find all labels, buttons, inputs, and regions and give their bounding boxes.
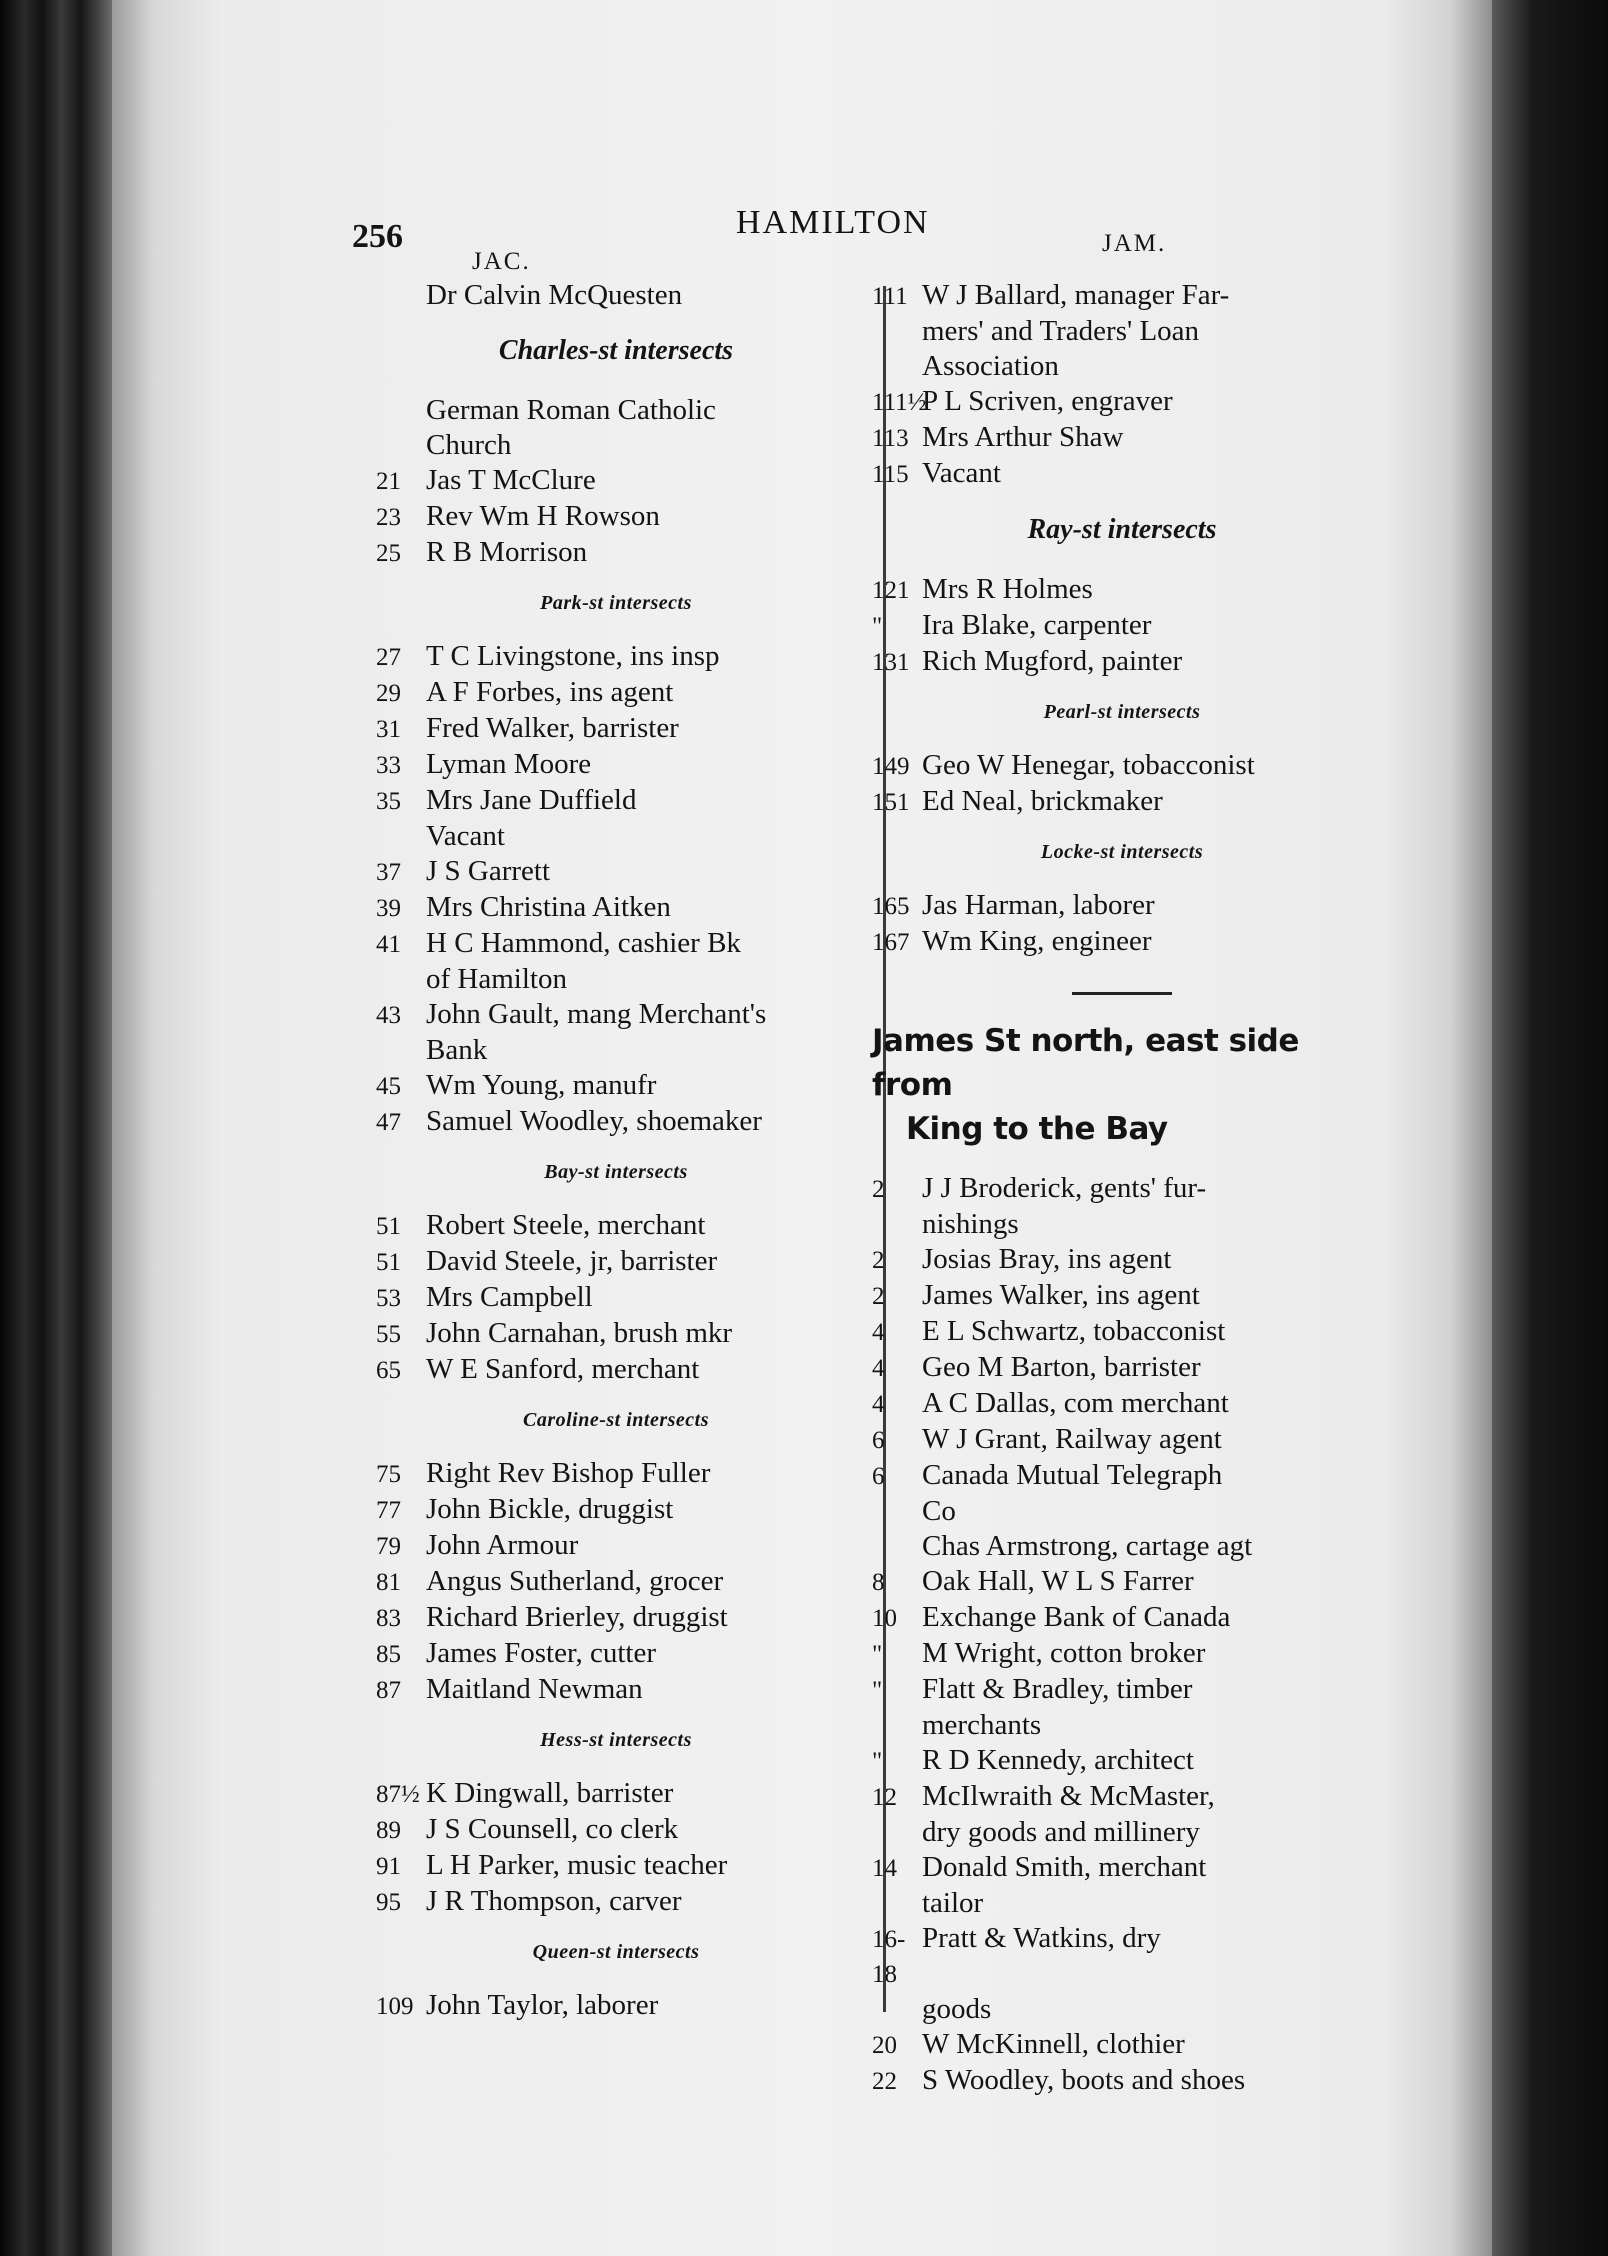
entry-name: Richard Brierley, druggist — [426, 1601, 728, 1633]
house-number: 47 — [376, 1109, 401, 1136]
directory-entry — [376, 1492, 856, 1528]
book-spine-shadow — [0, 0, 112, 2256]
house-number: 83 — [376, 1605, 401, 1632]
entry-name: Canada Mutual Telegraph — [922, 1459, 1223, 1491]
ditto-mark: " — [872, 613, 883, 640]
entry-name: Mrs Campbell — [426, 1281, 593, 1313]
directory-entry — [872, 1600, 1372, 1636]
house-number: 55 — [376, 1321, 401, 1348]
entry-name: McIlwraith & McMaster, — [922, 1780, 1215, 1812]
house-number: 29 — [376, 680, 401, 707]
directory-entry — [872, 1242, 1372, 1278]
house-number: 6 — [872, 1427, 885, 1454]
directory-entry — [872, 1529, 1372, 1564]
directory-entry — [872, 1386, 1372, 1422]
house-number: 37 — [376, 859, 401, 886]
directory-entry — [376, 997, 856, 1068]
house-number: 95 — [376, 1889, 401, 1916]
entry-name: James Foster, cutter — [426, 1637, 656, 1669]
entry-name: Oak Hall, W L S Farrer — [922, 1565, 1194, 1597]
entry-name: Jas Harman, laborer — [922, 889, 1155, 921]
cross-street-heading: Locke-st intersects — [1040, 841, 1204, 863]
house-number: 14 — [872, 1855, 897, 1882]
street-heading-line: James St north, east side from — [872, 1023, 1299, 1103]
directory-entry — [376, 1776, 856, 1812]
house-number: 87 — [376, 1677, 401, 1704]
house-number: 22 — [872, 2068, 897, 2095]
cross-street-heading: Charles-st intersects — [498, 335, 734, 366]
entry-continuation: Church — [426, 429, 512, 461]
entry-continuation: tailor — [922, 1887, 984, 1919]
cross-street-heading: Caroline-st intersects — [522, 1409, 709, 1431]
house-number: 111½ — [872, 389, 927, 416]
directory-entry — [376, 819, 856, 854]
entry-name: J R Thompson, carver — [426, 1885, 682, 1917]
entry-name: Vacant — [922, 457, 1001, 489]
entry-continuation: Co — [922, 1495, 956, 1527]
entry-name: Wm Young, manufr — [426, 1069, 657, 1101]
entry-name: Josias Bray, ins agent — [922, 1243, 1172, 1275]
house-number: 113 — [872, 425, 909, 452]
directory-entry — [376, 499, 856, 535]
house-number: 45 — [376, 1073, 401, 1100]
house-number: 53 — [376, 1285, 401, 1312]
entry-continuation: Bank — [426, 1034, 488, 1066]
entry-name: K Dingwall, barrister — [426, 1777, 674, 1809]
entry-name: Wm King, engineer — [922, 925, 1152, 957]
directory-entry — [872, 420, 1372, 456]
house-number: 121 — [872, 577, 910, 604]
entry-name: David Steele, jr, barrister — [426, 1245, 718, 1277]
entry-name: Ed Neal, brickmaker — [922, 785, 1163, 817]
entry-continuation: mers' and Traders' Loan — [922, 315, 1200, 347]
directory-entry — [376, 1280, 856, 1316]
house-number: 65 — [376, 1357, 401, 1384]
page-number: 256 — [352, 218, 403, 255]
house-number: 91 — [376, 1853, 401, 1880]
house-number: 10 — [872, 1605, 897, 1632]
left-guide-word: JAC. — [472, 248, 531, 275]
entry-name: A F Forbes, ins agent — [426, 676, 674, 708]
directory-entry — [872, 748, 1372, 784]
entry-name: M Wright, cotton broker — [922, 1637, 1206, 1669]
cross-street-heading: Pearl-st intersects — [1043, 701, 1201, 723]
entry-name: Ira Blake, carpenter — [922, 609, 1152, 641]
ditto-mark: " — [872, 1748, 883, 1775]
house-number: 27 — [376, 644, 401, 671]
entry-name: H C Hammond, cashier Bk — [426, 927, 741, 959]
right-guide-word: JAM. — [1102, 230, 1167, 257]
house-number: 149 — [872, 753, 910, 780]
directory-entry — [872, 278, 1372, 384]
directory-entry — [376, 1848, 856, 1884]
directory-entry — [376, 675, 856, 711]
directory-entry — [376, 1244, 856, 1280]
entry-name: S Woodley, boots and shoes — [922, 2064, 1246, 2096]
entry-name: Geo W Henegar, tobacconist — [922, 749, 1255, 781]
entry-name: John Carnahan, brush mkr — [426, 1317, 733, 1349]
entry-name: Geo M Barton, barrister — [922, 1351, 1201, 1383]
entry-name: Mrs R Holmes — [922, 573, 1093, 605]
entry-name: Mrs Jane Duffield — [426, 784, 637, 816]
section-divider — [1072, 992, 1172, 995]
entry-name: Angus Sutherland, grocer — [426, 1565, 724, 1597]
directory-entry — [872, 1171, 1372, 1242]
entry-name: John Gault, mang Merchant's — [426, 998, 767, 1030]
house-number: 12 — [872, 1784, 897, 1811]
entry-name: Chas Armstrong, cartage agt — [922, 1530, 1253, 1562]
left-column — [376, 278, 856, 2024]
house-number: 4 — [872, 1319, 885, 1346]
directory-entry — [376, 890, 856, 926]
directory-entry — [872, 1314, 1372, 1350]
entry-name: Rich Mugford, painter — [922, 645, 1183, 677]
entry-name: Donald Smith, merchant — [922, 1851, 1207, 1883]
directory-entry — [872, 1672, 1372, 1743]
directory-entry — [872, 384, 1372, 420]
directory-entry — [872, 924, 1372, 960]
directory-entry — [872, 2027, 1372, 2063]
house-number: 2 — [872, 1176, 885, 1203]
entry-name: Lyman Moore — [426, 748, 592, 780]
directory-entry — [376, 278, 856, 313]
entry-name: W McKinnell, clothier — [922, 2028, 1185, 2060]
entry-name: Mrs Arthur Shaw — [922, 421, 1124, 453]
cross-street-heading: Bay-st intersects — [544, 1161, 688, 1183]
directory-entry — [376, 711, 856, 747]
directory-entry — [376, 1600, 856, 1636]
directory-entry — [376, 1208, 856, 1244]
entry-name: Mrs Christina Aitken — [426, 891, 671, 923]
entry-continuation: dry goods and millinery — [922, 1816, 1200, 1848]
right-column — [872, 278, 1372, 2099]
directory-entry — [872, 784, 1372, 820]
directory-entry — [872, 644, 1372, 680]
directory-entry — [872, 572, 1372, 608]
entry-name: John Armour — [426, 1529, 579, 1561]
house-number: 31 — [376, 716, 401, 743]
directory-entry — [376, 639, 856, 675]
entry-name: Rev Wm H Rowson — [426, 500, 660, 532]
directory-entry — [376, 1636, 856, 1672]
directory-entry — [872, 1278, 1372, 1314]
house-number: 25 — [376, 540, 401, 567]
directory-entry — [872, 1564, 1372, 1600]
cross-street-heading: Hess-st intersects — [540, 1729, 692, 1751]
directory-entry — [376, 926, 856, 997]
house-number: 151 — [872, 789, 910, 816]
cross-street-heading: Park-st intersects — [540, 592, 692, 614]
entry-name: R B Morrison — [426, 536, 588, 568]
house-number: 21 — [376, 468, 401, 495]
house-number: 87½ — [376, 1781, 420, 1808]
house-number: 43 — [376, 1002, 401, 1029]
cross-street-heading: Queen-st intersects — [532, 1941, 700, 1963]
entry-name: Maitland Newman — [426, 1673, 643, 1705]
entry-name: Right Rev Bishop Fuller — [426, 1457, 711, 1489]
street-section-heading — [872, 1019, 1372, 1151]
house-number: 115 — [872, 461, 909, 488]
directory-entry — [376, 1884, 856, 1920]
house-number: 51 — [376, 1249, 401, 1276]
street-heading-line: King to the Bay — [906, 1111, 1168, 1147]
house-number: 20 — [872, 2032, 897, 2059]
house-number: 81 — [376, 1569, 401, 1596]
entry-name: A C Dallas, com merchant — [922, 1387, 1229, 1419]
next-page-edge — [1492, 0, 1608, 2256]
entry-name: Dr Calvin McQuesten — [426, 279, 683, 311]
directory-entry — [376, 463, 856, 499]
directory-entry — [872, 1921, 1372, 2027]
directory-entry — [376, 1352, 856, 1388]
entry-name: J S Garrett — [426, 855, 551, 887]
directory-entry — [872, 608, 1372, 644]
house-number: 111 — [872, 283, 908, 310]
house-number: 131 — [872, 649, 910, 676]
entry-name: German Roman Catholic — [426, 394, 716, 426]
entry-name: W E Sanford, merchant — [426, 1353, 700, 1385]
directory-entry — [872, 1850, 1372, 1921]
directory-entry — [376, 1316, 856, 1352]
house-number: 4 — [872, 1391, 885, 1418]
entry-name: J J Broderick, gents' fur- — [922, 1172, 1207, 1204]
entry-name: Exchange Bank of Canada — [922, 1601, 1231, 1633]
entry-name: Fred Walker, barrister — [426, 712, 679, 744]
directory-entry — [376, 747, 856, 783]
directory-entry — [872, 888, 1372, 924]
directory-entry — [376, 393, 856, 463]
house-number: 2 — [872, 1283, 885, 1310]
entry-continuation: Association — [922, 350, 1059, 382]
directory-entry — [376, 1564, 856, 1600]
house-number: 33 — [376, 752, 401, 779]
entry-name: W J Ballard, manager Far- — [922, 279, 1230, 311]
entry-name: T C Livingstone, ins insp — [426, 640, 720, 672]
entry-name: Vacant — [426, 820, 505, 852]
entry-name: James Walker, ins agent — [922, 1279, 1200, 1311]
entry-name: W J Grant, Railway agent — [922, 1423, 1222, 1455]
entry-continuation: nishings — [922, 1208, 1019, 1240]
entry-name: P L Scriven, engraver — [922, 385, 1173, 417]
page-title: HAMILTON — [736, 204, 930, 241]
house-number: 41 — [376, 931, 401, 958]
entry-name: L H Parker, music teacher — [426, 1849, 728, 1881]
directory-entry — [872, 1350, 1372, 1386]
ditto-mark: " — [872, 1677, 883, 1704]
entry-name: John Bickle, druggist — [426, 1493, 674, 1525]
house-number: 75 — [376, 1461, 401, 1488]
entry-name: J S Counsell, co clerk — [426, 1813, 679, 1845]
house-number: 39 — [376, 895, 401, 922]
entry-name: R D Kennedy, architect — [922, 1744, 1194, 1776]
directory-entry — [872, 1743, 1372, 1779]
house-number: 77 — [376, 1497, 401, 1524]
directory-entry — [376, 1672, 856, 1708]
entry-continuation: of Hamilton — [426, 963, 567, 995]
house-number: 167 — [872, 929, 910, 956]
directory-entry — [376, 1068, 856, 1104]
house-number: 4 — [872, 1355, 885, 1382]
entry-name: Jas T McClure — [426, 464, 596, 496]
directory-entry — [376, 535, 856, 571]
house-number: 79 — [376, 1533, 401, 1560]
entry-name: Pratt & Watkins, dry — [922, 1922, 1161, 1954]
house-number: 109 — [376, 1993, 414, 2020]
directory-entry — [376, 854, 856, 890]
entry-name: Robert Steele, merchant — [426, 1209, 706, 1241]
directory-entry — [872, 1779, 1372, 1850]
house-number: 85 — [376, 1641, 401, 1668]
house-number: 6 — [872, 1463, 885, 1490]
entry-name: E L Schwartz, tobacconist — [922, 1315, 1226, 1347]
entry-name: Samuel Woodley, shoemaker — [426, 1105, 762, 1137]
entry-name: John Taylor, laborer — [426, 1989, 659, 2021]
directory-entry — [376, 1528, 856, 1564]
house-number: 89 — [376, 1817, 401, 1844]
house-number: 35 — [376, 788, 401, 815]
house-number: 23 — [376, 504, 401, 531]
entry-continuation: merchants — [922, 1709, 1042, 1741]
house-number: 51 — [376, 1213, 401, 1240]
cross-street-heading: Ray-st intersects — [1027, 514, 1217, 545]
directory-entry — [872, 2063, 1372, 2099]
directory-entry — [376, 1812, 856, 1848]
house-number: 8 — [872, 1569, 885, 1596]
directory-entry — [376, 1104, 856, 1140]
directory-entry — [872, 1458, 1372, 1529]
directory-entry — [376, 1456, 856, 1492]
entry-continuation: goods — [922, 1993, 992, 2025]
house-number: 2 — [872, 1247, 885, 1274]
directory-entry — [872, 1636, 1372, 1672]
directory-entry — [872, 1422, 1372, 1458]
ditto-mark: " — [872, 1641, 883, 1668]
entry-name: Flatt & Bradley, timber — [922, 1673, 1193, 1705]
directory-entry — [376, 783, 856, 819]
directory-entry — [872, 456, 1372, 492]
house-number: 16-18 — [872, 1926, 906, 1988]
directory-entry — [376, 1988, 856, 2024]
house-number: 165 — [872, 893, 910, 920]
